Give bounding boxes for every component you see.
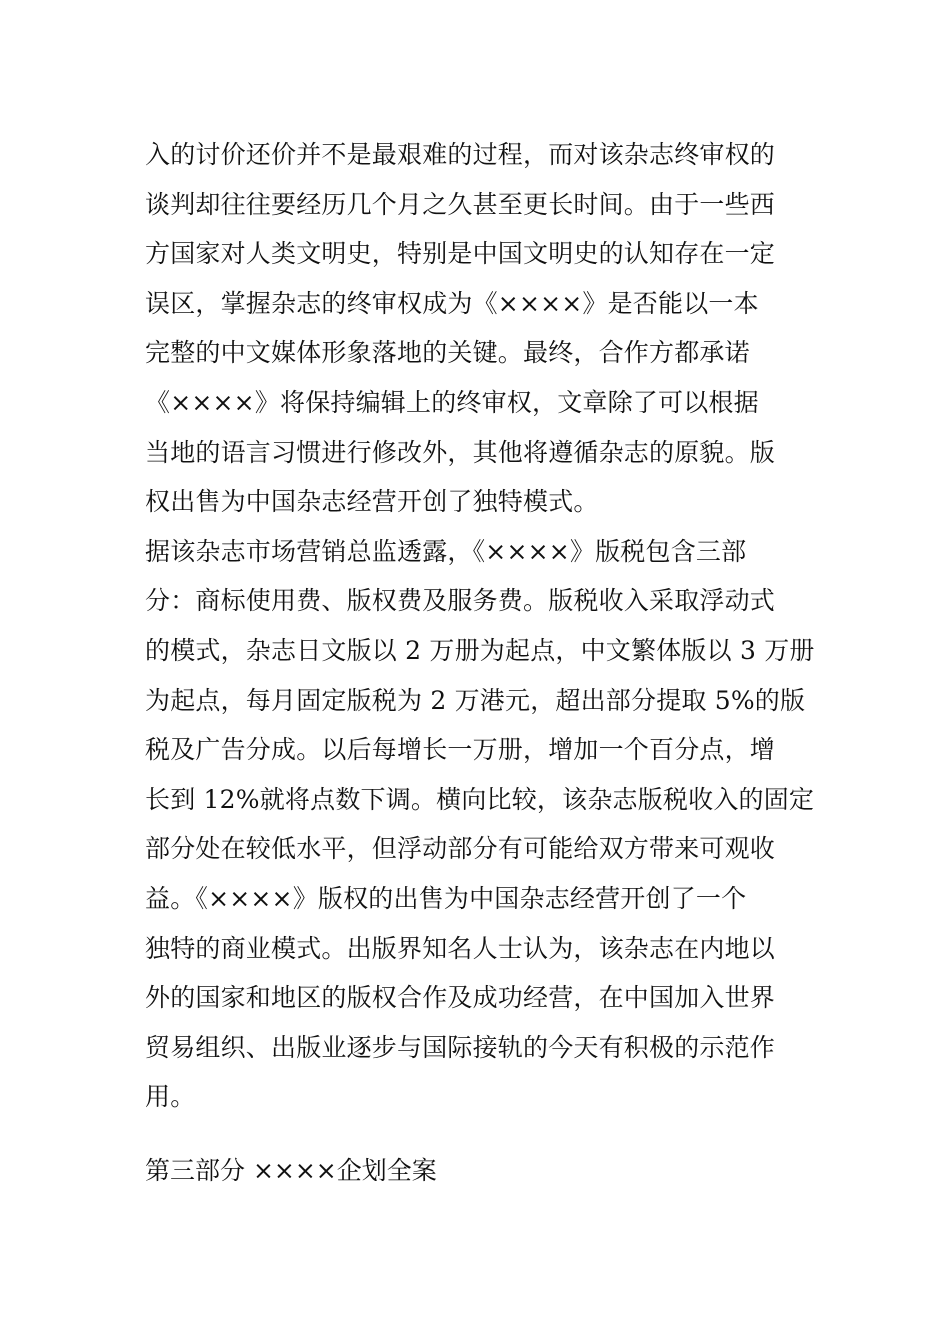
text-line: 分：商标使用费、版权费及服务费。版税收入采取浮动式 (145, 586, 776, 616)
text-line: 误区，掌握杂志的终审权成为《××××》是否能以一本 (145, 288, 759, 318)
text-line: 用。 (145, 1082, 196, 1112)
text-line: 当地的语言习惯进行修改外，其他将遵循杂志的原貌。版 (145, 437, 776, 467)
text-line: 入的讨价还价并不是最艰难的过程，而对该杂志终审权的 (145, 140, 776, 169)
text-line: 独特的商业模式。出版界知名人士认为，该杂志在内地以 (145, 933, 776, 963)
text-line: 长到 12%就将点数下调。横向比较，该杂志版税收入的固定 (145, 784, 815, 814)
text-line: 《××××》将保持编辑上的终审权，文章除了可以根据 (145, 387, 759, 417)
text-line: 为起点，每月固定版税为 2 万港元，超出部分提取 5%的版 (145, 685, 806, 715)
paragraph-2 (145, 527, 815, 1122)
text-line: 权出售为中国杂志经营开创了独特模式。 (145, 487, 599, 517)
text-line: 谈判却往往要经历几个月之久甚至更长时间。由于一些西 (145, 189, 776, 219)
text-line: 方国家对人类文明史，特别是中国文明史的认知存在一定 (145, 239, 776, 269)
text-line: 的模式，杂志日文版以 2 万册为起点，中文繁体版以 3 万册 (145, 635, 815, 665)
text-line: 部分处在较低水平，但浮动部分有可能给双方带来可观收 (145, 834, 776, 864)
text-line: 税及广告分成。以后每增长一万册，增加一个百分点，增 (145, 735, 776, 765)
section-heading: 第三部分 ××××企划全案 (145, 1156, 437, 1185)
text-line: 据该杂志市场营销总监透露，《××××》版税包含三部 (145, 536, 747, 566)
text-line: 贸易组织、出版业逐步与国际接轨的今天有积极的示范作 (145, 1032, 776, 1062)
body-text (145, 130, 815, 1122)
text-line: 益。《××××》版权的出售为中国杂志经营开创了一个 (145, 883, 747, 913)
text-line: 完整的中文媒体形象落地的关键。最终，合作方都承诺 (145, 338, 750, 368)
text-line: 外的国家和地区的版权合作及成功经营，在中国加入世界 (145, 983, 776, 1013)
paragraph-1 (145, 130, 810, 527)
